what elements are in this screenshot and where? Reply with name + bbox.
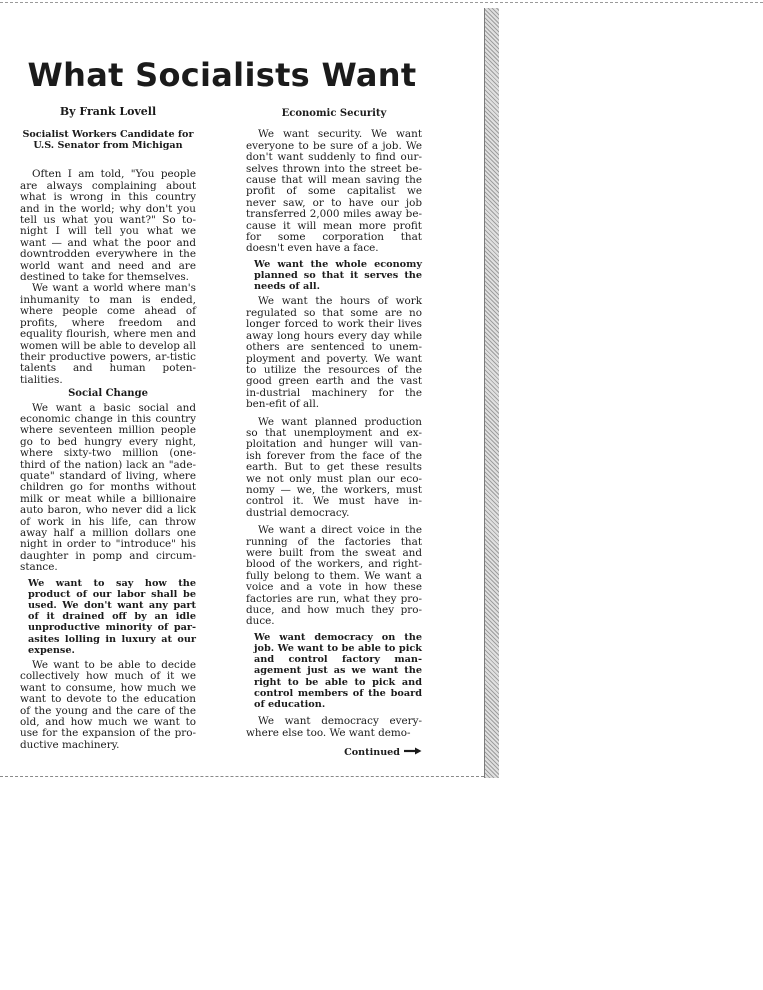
affiliation-line: U.S. Senator from Michigan: [33, 140, 183, 152]
section-heading: Economic Security: [281, 108, 387, 119]
byline: By Frank Lovell: [59, 105, 157, 118]
bold-paragraph: We want to say how the product of our labor shall be used. We don't want any part of it drained off by an idle unproductive minority of par-asites lolling in luxury at our expense.: [28, 577, 196, 656]
paragraph: We want a world where man's inhumanity to man is ended, where people come ahead of profits, where freedom and equality flourish, where men and women will be able to develop all their productive powers, ar-tistic talents and human poten-tialities.: [20, 282, 196, 386]
page-edge-strip: [484, 8, 499, 778]
continued-marker: [246, 747, 422, 758]
bold-paragraph: We want democracy on the job. We want to be able to pick and control factory man-agement just as we want the right to be able to pick and control members of the board of education.: [254, 631, 422, 711]
paragraph: We want the hours of work regulated so that some are no longer forced to work their lives away long hours every day while others are sentenced to unem-ployment and poverty. We want to utilize the resources of the good green earth and the vast in-dustrial machinery for the ben-efit of all.: [246, 295, 422, 411]
left-column: [20, 106, 196, 751]
paragraph: We want a basic social and economic change in this country where seventeen million people go to bed hungry every night, where sixty-two million (one-third of the nation) lack an "ade-quate" standard of living, where children go for months without milk or meat while a billionaire auto baron, who never did a lick of work in his life, can throw away half a million dollars one night in order to "introduce" his daughter in pomp and circum-stance.: [20, 401, 196, 574]
paragraph: Often I am told, "You people are always complaining about what is wrong in this country and in the world; why don't you tell us what you want?" So to-night I will tell you what we want — and what the poor and downtrodden everywhere in the world want and need and are destined to take for themselves.: [20, 168, 196, 284]
right-column: [246, 106, 422, 759]
arrow-right-icon: [404, 747, 422, 758]
article-title: What Socialists Want: [27, 56, 417, 94]
paragraph: We want to be able to decide collectively how much of it we want to consume, how much we want to devote to the education of the young and the care of the old, and how much we want to use for the expansion of the pro-ductive machinery.: [20, 659, 196, 751]
author-affiliation: [20, 129, 196, 151]
bold-paragraph: We want the whole economy planned so that it serves the needs of all.: [254, 258, 422, 293]
top-scan-line: [0, 2, 763, 4]
paragraph: We want security. We want everyone to be sure of a job. We don't want suddenly to find our-selves thrown into the street be-cause that will mean saving the profit of some capitalist we never saw, or to have our job transferred 2,000 miles away be-cause it will mean more profit for some corporation that doesn't even have a face.: [246, 128, 422, 255]
affiliation-line: Socialist Workers Candidate for: [22, 129, 194, 141]
paragraph: We want planned production so that unemployment and ex-ploitation and hunger will van-ish forever from the face of the earth. But to get these results we not only must plan our eco-nomy — we, the workers, must control it. We must have in-dustrial democracy.: [246, 415, 422, 519]
paragraph: We want a direct voice in the running of the factories that were built from the sweat and blood of the workers, and right-fully belong to them. We want a voice and a vote in how these factories are run, what they pro-duce, and how much they pro-duce.: [246, 524, 422, 628]
section-heading: Social Change: [68, 388, 148, 400]
paragraph: We want democracy every-where else too. We want demo-: [246, 715, 422, 739]
continued-label: Continued: [344, 747, 400, 759]
bottom-scan-line: [0, 776, 484, 778]
